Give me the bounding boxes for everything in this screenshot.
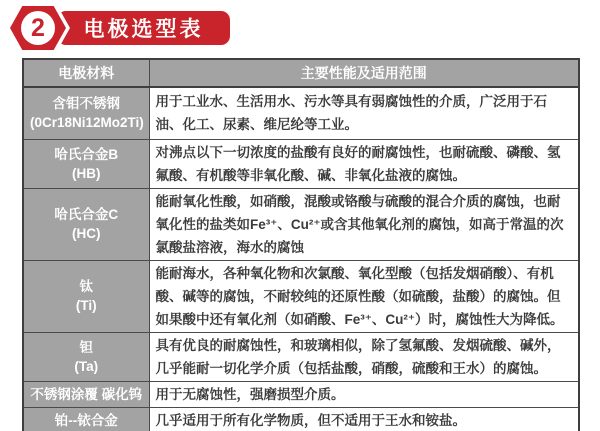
- table-row: [23, 87, 579, 139]
- material-code: (HB): [72, 165, 101, 181]
- material-name: 铂--铱合金: [54, 412, 118, 428]
- material-code: (0Cr18Ni12Mo2Ti): [30, 115, 144, 131]
- material-code: (Ti): [75, 298, 97, 313]
- material-name: 哈氏合金C: [54, 207, 119, 222]
- material-name: 钛: [79, 279, 93, 294]
- table-row: [23, 332, 579, 381]
- table-row: [23, 407, 579, 431]
- description-cell: 几乎适用于所有化学物质，但不适用于王水和铵盐。: [149, 407, 579, 431]
- badge-circle: [21, 11, 55, 45]
- material-cell: [23, 260, 149, 332]
- description-cell: 用于工业水、生活用水、污水等具有弱腐蚀性的介质，广泛用于石油、化工、尿素、维尼纶等工业。: [149, 87, 579, 139]
- table-header-row: [23, 59, 579, 87]
- material-code: (Ta): [74, 358, 99, 374]
- badge-number: 2: [31, 13, 45, 42]
- table-row: [23, 188, 579, 260]
- description-cell: 能耐氧化性酸，如硝酸，混酸或铬酸与硫酸的混合介质的腐蚀，也耐氧化性的盐类如Fe³⁺、Cu²⁺或含其他氧化剂的腐蚀，如高于常温的次氯酸盐溶液，海水的腐蚀: [149, 188, 579, 260]
- section-number-badge: [6, 3, 70, 53]
- description-cell: 对沸点以下一切浓度的盐酸有良好的耐腐蚀性，也耐硫酸、磷酸、氢氟酸、有机酸等非氧化酸、碱、非氧化盐液的腐蚀。: [149, 139, 579, 188]
- material-cell: [23, 407, 149, 431]
- page-title: 电极选型表: [83, 18, 204, 41]
- title-banner: [57, 11, 230, 45]
- description-cell: 具有优良的耐腐蚀性，和玻璃相似，除了氢氟酸、发烟硫酸、碱外，几乎能耐一切化学介质（包括盐酸，硝酸，硫酸和王水）的腐蚀。: [149, 332, 579, 381]
- description-cell: 用于无腐蚀性，强磨损型介质。: [149, 381, 579, 407]
- column-header-material: 电极材料: [23, 59, 149, 87]
- material-cell: [23, 381, 149, 407]
- material-cell: [23, 332, 149, 381]
- table-row: [23, 260, 579, 332]
- table-row: [23, 381, 579, 407]
- material-name: 含钼不锈钢: [52, 96, 120, 112]
- description-cell: 能耐海水，各种氧化物和次氯酸、氧化型酸（包括发烟硝酸）、有机酸、碱等的腐蚀，不耐较纯的还原性酸（如硫酸，盐酸）的腐蚀。但如果酸中还有氧化剂（如硝酸、Fe³⁺、Cu²⁺）时，腐蚀性大为降低。: [149, 260, 579, 332]
- table-row: [23, 139, 579, 188]
- material-cell: [23, 139, 149, 188]
- electrode-selection-table: [22, 58, 580, 431]
- material-cell: [23, 188, 149, 260]
- material-cell: [23, 87, 149, 139]
- material-name: 哈氏合金B: [54, 146, 119, 162]
- material-name: 钽: [79, 339, 93, 355]
- column-header-performance: 主要性能及适用范围: [149, 59, 579, 87]
- material-name: 不锈钢涂覆 碳化钨: [30, 386, 143, 402]
- material-code: (HC): [72, 226, 101, 241]
